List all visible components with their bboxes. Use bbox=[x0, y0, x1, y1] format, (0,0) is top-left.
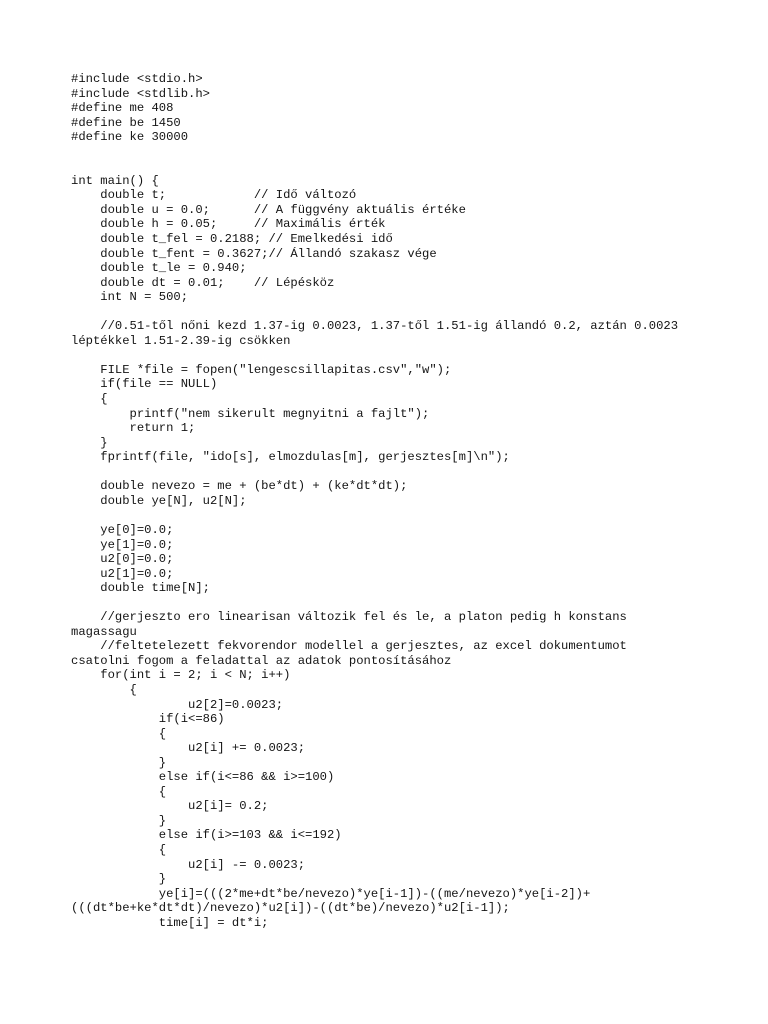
code-line: #define be 1450 bbox=[71, 115, 181, 130]
code-line bbox=[71, 305, 721, 320]
code-line: else if(i>=103 && i<=192) bbox=[71, 828, 342, 843]
code-line bbox=[71, 465, 721, 480]
code-line: { bbox=[71, 784, 167, 799]
code-line: FILE *file = fopen("lengescsillapitas.csv","w"); bbox=[71, 362, 452, 377]
code-line: u2[2]=0.0023; bbox=[71, 697, 284, 712]
code-line: fprintf(file, "ido[s], elmozdulas[m], gerjesztes[m]\n"); bbox=[71, 450, 510, 465]
code-line: u2[i] += 0.0023; bbox=[71, 741, 306, 756]
code-line: double t_le = 0.940; bbox=[71, 261, 247, 276]
code-line: léptékkel 1.51-2.39-ig csökken bbox=[71, 333, 291, 348]
code-line: double u = 0.0; // A függvény aktuális értéke bbox=[71, 202, 466, 217]
code-line bbox=[71, 596, 721, 611]
code-line: ye[i]=(((2*me+dt*be/nevezo)*ye[i-1])-((me/nevezo)*ye[i-2])+ bbox=[71, 886, 591, 901]
code-line: ye[0]=0.0; bbox=[71, 522, 174, 537]
code-line: ye[1]=0.0; bbox=[71, 537, 174, 552]
code-line: { bbox=[71, 726, 167, 741]
code-line: } bbox=[71, 872, 167, 887]
code-line: return 1; bbox=[71, 421, 196, 436]
code-line: double h = 0.05; // Maximális érték bbox=[71, 217, 386, 232]
code-line: for(int i = 2; i < N; i++) bbox=[71, 668, 291, 683]
code-listing bbox=[71, 72, 721, 930]
code-line: (((dt*be+ke*dt*dt)/nevezo)*u2[i])-((dt*be)/nevezo)*u2[i-1]); bbox=[71, 901, 510, 916]
code-line: int main() { bbox=[71, 173, 159, 188]
code-line: if(file == NULL) bbox=[71, 377, 218, 392]
code-line: } bbox=[71, 813, 167, 828]
code-line: double t_fent = 0.3627;// Állandó szakasz vége bbox=[71, 246, 437, 261]
code-line: magassagu bbox=[71, 624, 137, 639]
code-line: double time[N]; bbox=[71, 581, 210, 596]
code-line: double nevezo = me + (be*dt) + (ke*dt*dt); bbox=[71, 479, 408, 494]
code-line: #include <stdlib.h> bbox=[71, 86, 210, 101]
code-line: { bbox=[71, 392, 108, 407]
code-line: else if(i<=86 && i>=100) bbox=[71, 770, 335, 785]
code-line: } bbox=[71, 435, 108, 450]
code-line: } bbox=[71, 755, 167, 770]
code-line: csatolni fogom a feladattal az adatok pontosításához bbox=[71, 653, 452, 668]
code-line bbox=[71, 145, 721, 160]
code-line bbox=[71, 159, 721, 174]
code-line: u2[0]=0.0; bbox=[71, 552, 174, 567]
code-line: double t_fel = 0.2188; // Emelkedési idő bbox=[71, 232, 393, 247]
code-line: u2[i]= 0.2; bbox=[71, 799, 269, 814]
code-line: printf("nem sikerult megnyitni a fajlt"); bbox=[71, 406, 430, 421]
code-line: u2[i] -= 0.0023; bbox=[71, 857, 306, 872]
code-line: //gerjeszto ero linearisan változik fel és le, a platon pedig h konstans bbox=[71, 610, 627, 625]
code-line: //feltetelezett fekvorendor modellel a gerjesztes, az excel dokumentumot bbox=[71, 639, 627, 654]
code-line: double t; // Idő változó bbox=[71, 188, 357, 203]
code-line: if(i<=86) bbox=[71, 712, 225, 727]
code-line: double ye[N], u2[N]; bbox=[71, 493, 247, 508]
code-line bbox=[71, 508, 721, 523]
code-line: time[i] = dt*i; bbox=[71, 915, 269, 930]
code-line: #include <stdio.h> bbox=[71, 72, 203, 86]
code-line: #define ke 30000 bbox=[71, 130, 189, 145]
code-line: double dt = 0.01; // Lépésköz bbox=[71, 275, 335, 290]
code-line: { bbox=[71, 682, 137, 697]
code-line: u2[1]=0.0; bbox=[71, 566, 174, 581]
code-line: { bbox=[71, 842, 167, 857]
code-line: #define me 408 bbox=[71, 101, 174, 116]
code-line: int N = 500; bbox=[71, 290, 189, 305]
code-line: //0.51-től nőni kezd 1.37-ig 0.0023, 1.37-től 1.51-ig állandó 0.2, aztán 0.0023 bbox=[71, 319, 679, 334]
code-line bbox=[71, 348, 721, 363]
